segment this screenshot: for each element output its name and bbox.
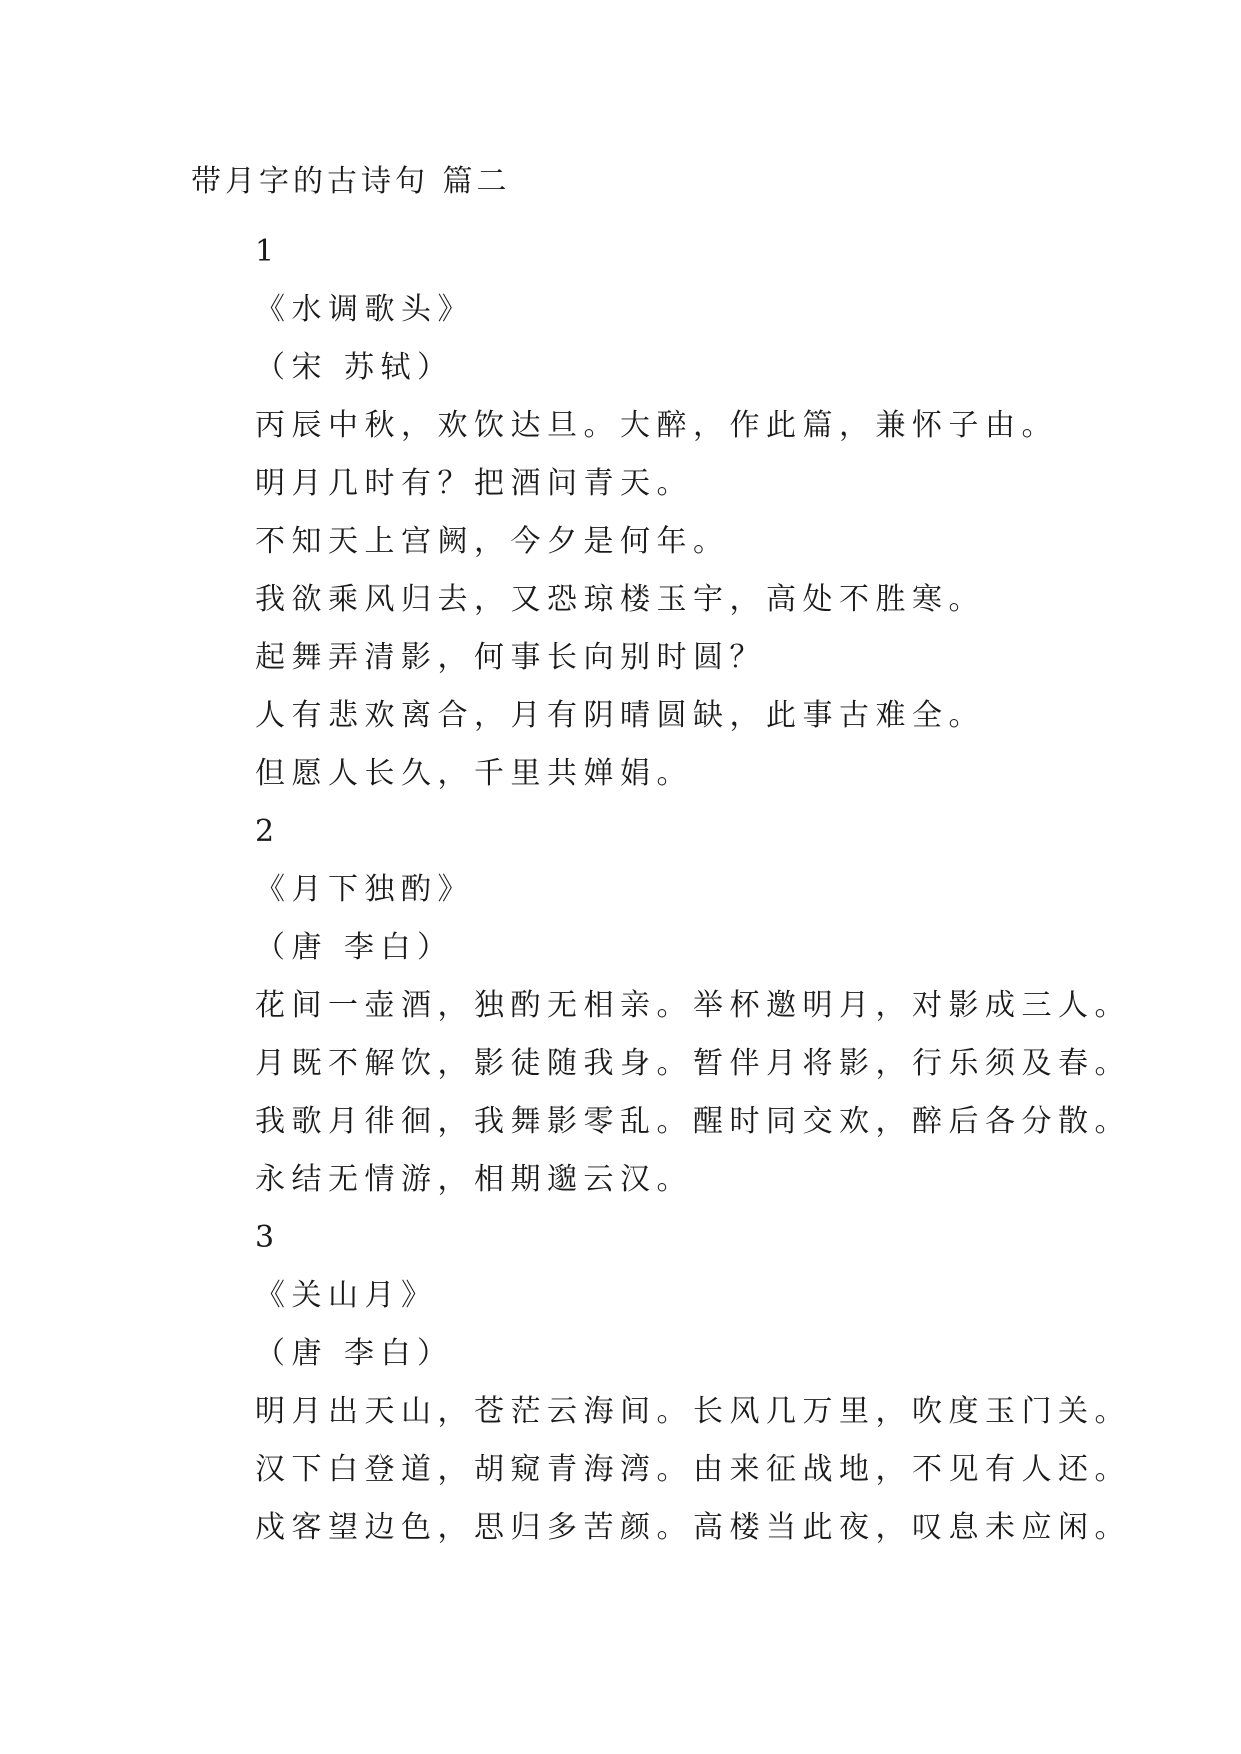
poem-number: 2 (255, 814, 275, 849)
poem-line: 起舞弄清影，何事长向别时圆？ (255, 640, 766, 675)
poem-author: （唐 李白） (255, 1336, 454, 1371)
poem-line: 丙辰中秋，欢饮达旦。大醉，作此篇，兼怀子由。 (255, 408, 1058, 443)
poem-line: 不知天上宫阙，今夕是何年。 (255, 524, 730, 559)
poem-line: 花间一壶酒，独酌无相亲。举杯邀明月，对影成三人。 (255, 988, 1131, 1023)
poem-line: 戍客望边色，思归多苦颜。高楼当此夜，叹息未应闲。 (255, 1510, 1131, 1545)
poem-line: 但愿人长久，千里共婵娟。 (255, 756, 693, 791)
poem-line: 明月出天山，苍茫云海间。长风几万里，吹度玉门关。 (255, 1394, 1131, 1429)
document-title: 带月字的古诗句 篇二 (191, 164, 511, 199)
poem-line: 明月几时有？把酒问青天。 (255, 466, 693, 501)
poem-title: 《月下独酌》 (255, 872, 474, 907)
poem-line: 我欲乘风归去，又恐琼楼玉宇，高处不胜寒。 (255, 582, 985, 617)
poem-line: 月既不解饮，影徒随我身。暂伴月将影，行乐须及春。 (255, 1046, 1131, 1081)
poem-author: （宋 苏轼） (255, 350, 454, 385)
poem-number: 3 (255, 1220, 275, 1255)
poem-line: 汉下白登道，胡窥青海湾。由来征战地，不见有人还。 (255, 1452, 1131, 1487)
poem-content (255, 223, 1215, 1557)
poem-number: 1 (255, 234, 275, 269)
poem-line: 永结无情游，相期邈云汉。 (255, 1162, 693, 1197)
poem-line: 我歌月徘徊，我舞影零乱。醒时同交欢，醉后各分散。 (255, 1104, 1131, 1139)
poem-title: 《关山月》 (255, 1278, 438, 1313)
poem-title: 《水调歌头》 (255, 292, 474, 327)
poem-line: 人有悲欢离合，月有阴晴圆缺，此事古难全。 (255, 698, 985, 733)
poem-author: （唐 李白） (255, 930, 454, 965)
